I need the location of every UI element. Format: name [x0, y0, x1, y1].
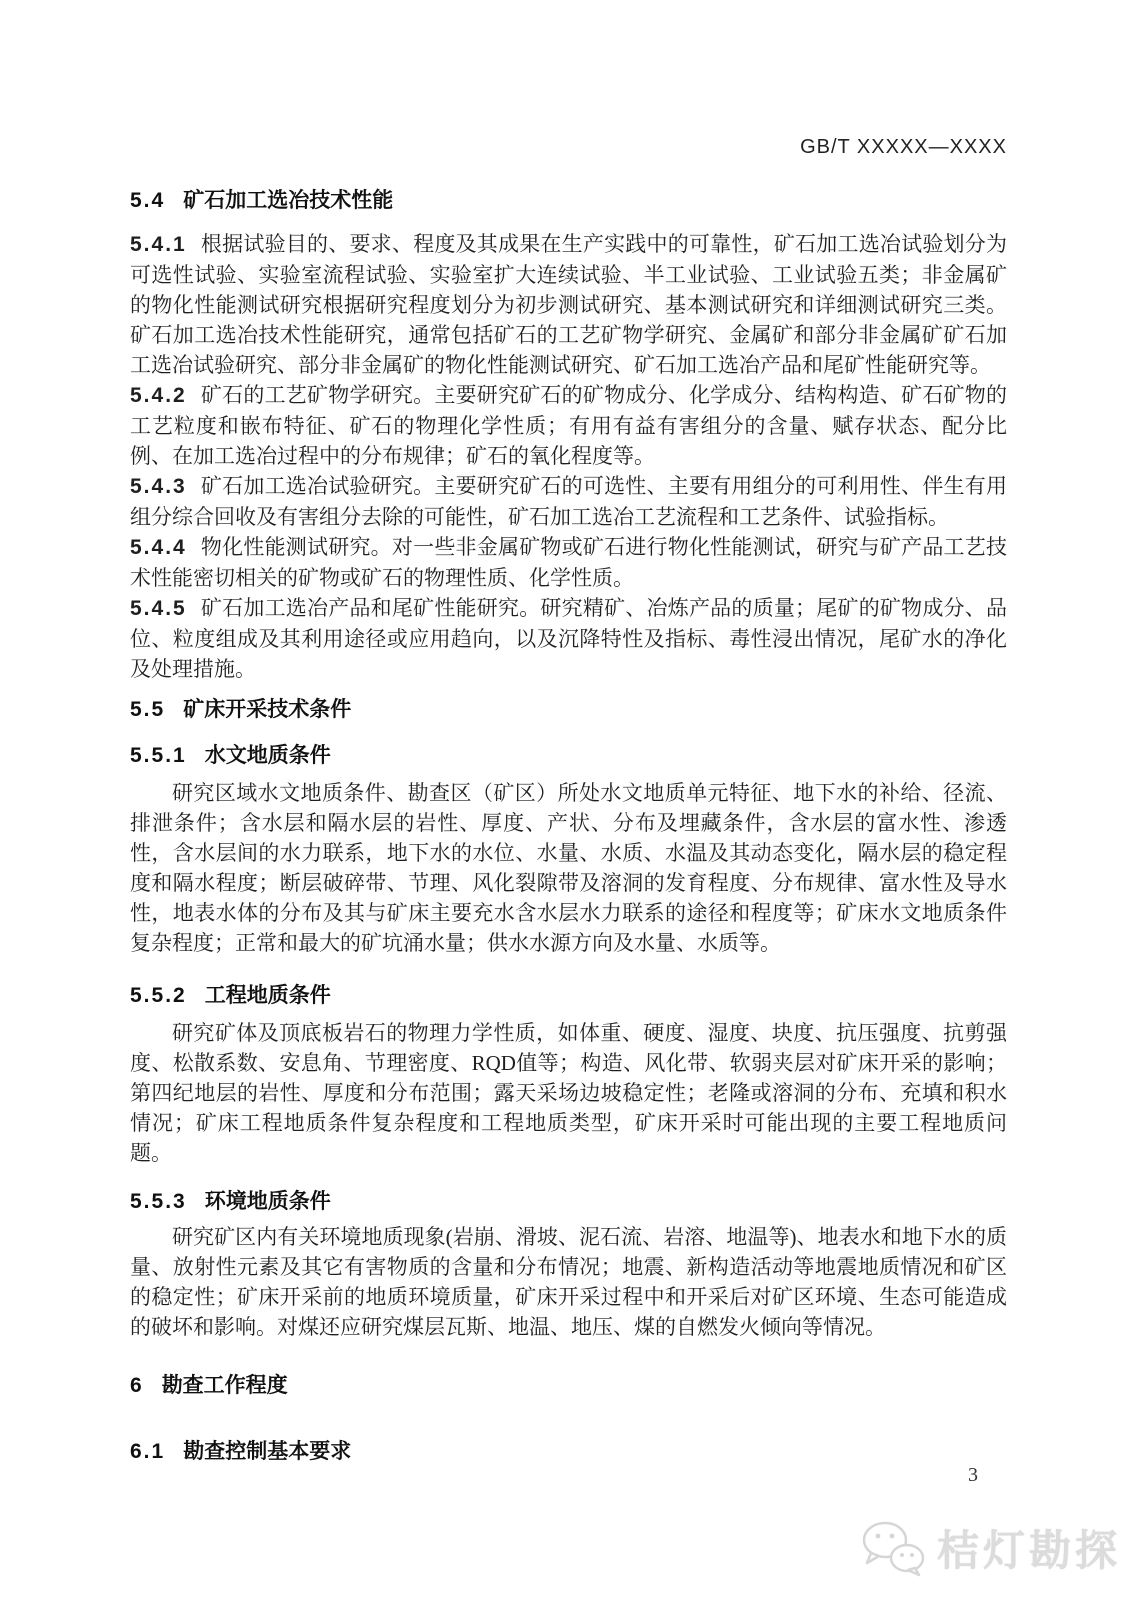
clause-5-4-1: [130, 229, 1007, 380]
clause-5-4-2: [130, 380, 1007, 471]
clause-5-4-4: [130, 532, 1007, 593]
section-heading-5-5-2: [130, 982, 1007, 1010]
clause-5-4-3: [130, 471, 1007, 532]
clause-number: 5.4.5: [130, 597, 187, 620]
paragraph-5-5-3: 研究矿区内有关环境地质现象(岩崩、滑坡、泥石流、岩溶、地温等)、地表水和地下水的质量、放射性元素及其它有害物质的含量和分布情况；地震、新构造活动等地震地质情况和矿区的稳定性；矿床开采前的地质环境质量，矿床开采过程中和开采后对矿区环境、生态可能造成的破坏和影响。对煤还应研究煤层瓦斯、地温、地压、煤的自燃发火倾向等情况。: [130, 1225, 1007, 1339]
clause-number: 5.4.4: [130, 536, 187, 559]
section-number: 5.5.3: [130, 1190, 187, 1213]
clause-number: 5.4.1: [130, 233, 187, 256]
clause-number: 5.4.3: [130, 475, 187, 498]
section-number: 6.1: [130, 1440, 166, 1463]
wechat-icon: [859, 1518, 929, 1578]
section-title: 工程地质条件: [204, 984, 331, 1007]
section-heading-5-4: [130, 187, 1007, 215]
watermark: [859, 1518, 1121, 1578]
section-number: 5.4: [130, 189, 166, 212]
section-number: 6: [130, 1374, 144, 1397]
section-number: 5.5.1: [130, 744, 187, 767]
section-title: 勘查工作程度: [161, 1374, 288, 1397]
clause-text: 矿石加工选冶产品和尾矿性能研究。研究精矿、冶炼产品的质量；尾矿的矿物成分、品位、粒度组成及其利用途径或应用趋向，以及沉降特性及指标、毒性浸出情况，尾矿水的净化及处理措施。: [130, 596, 1007, 681]
clause-number: 5.4.2: [130, 384, 187, 407]
clause-text: 矿石的工艺矿物学研究。主要研究矿石的矿物成分、化学成分、结构构造、矿石矿物的工艺粒度和嵌布特征、矿石的物理化学性质；有用有益有害组分的含量、赋存状态、配分比例、在加工选冶过程中的分布规律；矿石的氧化程度等。: [130, 383, 1007, 468]
document-body: [130, 0, 1007, 1466]
section-heading-5-5: [130, 696, 1007, 724]
section-heading-6-1: [130, 1438, 1007, 1466]
section-heading-5-5-1: [130, 742, 1007, 770]
watermark-text: 桔灯勘探: [936, 1527, 1121, 1574]
clause-text: 根据试验目的、要求、程度及其成果在生产实践中的可靠性，矿石加工选冶试验划分为可选性试验、实验室流程试验、实验室扩大连续试验、半工业试验、工业试验五类；非金属矿的物化性能测试研究根据研究程度划分为初步测试研究、基本测试研究和详细测试研究三类。矿石加工选冶技术性能研究，通常包括矿石的工艺矿物学研究、金属矿和部分非金属矿矿石加工选冶试验研究、部分非金属矿的物化性能测试研究、矿石加工选冶产品和尾矿性能研究等。: [130, 232, 1007, 377]
paragraph-5-5-2: 研究矿体及顶底板岩石的物理力学性质，如体重、硬度、湿度、块度、抗压强度、抗剪强度、松散系数、安息角、节理密度、RQD值等；构造、风化带、软弱夹层对矿床开采的影响；第四纪地层的岩性、厚度和分布范围；露天采场边坡稳定性；老隆或溶洞的分布、充填和积水情况；矿床工程地质条件复杂程度和工程地质类型，矿床开采时可能出现的主要工程地质问题。: [130, 1021, 1007, 1165]
section-title: 环境地质条件: [204, 1190, 331, 1213]
section-title: 水文地质条件: [204, 744, 331, 767]
running-header-standard-number: GB/T XXXXX—XXXX: [800, 136, 1007, 158]
section-heading-6: [130, 1372, 1007, 1400]
section-number: 5.5.2: [130, 984, 187, 1007]
clause-5-4-5: [130, 593, 1007, 684]
section-title: 勘查控制基本要求: [183, 1440, 352, 1463]
clause-text: 矿石加工选冶试验研究。主要研究矿石的可选性、主要有用组分的可利用性、伴生有用组分综合回收及有害组分去除的可能性，矿石加工选冶工艺流程和工艺条件、试验指标。: [130, 474, 1007, 529]
paragraph-5-5-1: 研究区域水文地质条件、勘查区（矿区）所处水文地质单元特征、地下水的补给、径流、排泄条件；含水层和隔水层的岩性、厚度、产状、分布及埋藏条件，含水层的富水性、渗透性，含水层间的水力联系，地下水的水位、水量、水质、水温及其动态变化，隔水层的稳定程度和隔水程度；断层破碎带、节理、风化裂隙带及溶洞的发育程度、分布规律、富水性及导水性，地表水体的分布及其与矿床主要充水含水层水力联系的途径和程度等；矿床水文地质条件复杂程度；正常和最大的矿坑涌水量；供水水源方向及水量、水质等。: [130, 781, 1007, 955]
section-title: 矿床开采技术条件: [183, 698, 352, 721]
clause-text: 物化性能测试研究。对一些非金属矿物或矿石进行物化性能测试，研究与矿产品工艺技术性能密切相关的矿物或矿石的物理性质、化学性质。: [130, 535, 1007, 590]
section-heading-5-5-3: [130, 1188, 1007, 1216]
section-number: 5.5: [130, 698, 166, 721]
section-title: 矿石加工选冶技术性能: [183, 189, 394, 212]
page-number: 3: [968, 1464, 978, 1486]
